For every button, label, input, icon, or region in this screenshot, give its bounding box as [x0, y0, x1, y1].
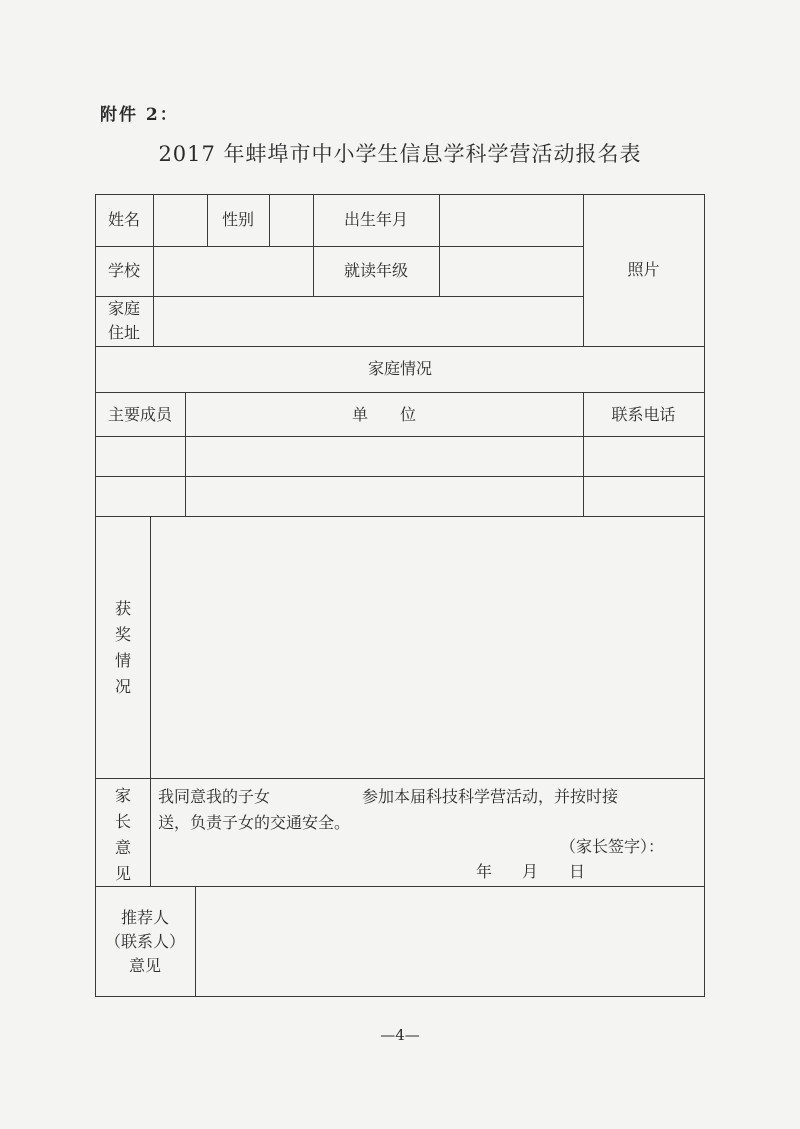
- col-line: [195, 886, 196, 997]
- row-line: [95, 296, 583, 297]
- parent-signature-label: （家长签字）：: [560, 837, 665, 856]
- school-label: 学校: [107, 261, 140, 280]
- consent-line-2: 送，负责子女的交通安全。: [158, 813, 351, 832]
- table-border-right: [704, 194, 705, 997]
- gender-label: 性别: [221, 210, 254, 229]
- grade-label: 就读年级: [343, 261, 408, 280]
- consent-part-1: 我同意我的子女: [158, 787, 271, 806]
- col-line: [269, 194, 270, 247]
- consent-part-2: 参加本届科技科学营活动，并按时接: [362, 787, 619, 806]
- row-line: [95, 346, 705, 347]
- form-title: 2017 年蚌埠市中小学生信息学科学营活动报名表: [158, 142, 642, 166]
- row-line: [95, 886, 705, 887]
- recommender-label-line3: 意见: [128, 956, 161, 975]
- row-line: [95, 392, 705, 393]
- table-border-bottom: [95, 996, 705, 997]
- date-day: 日: [569, 862, 586, 881]
- col-line: [150, 516, 151, 887]
- date-month: 月: [522, 862, 539, 881]
- unit-column-header: 单 位: [351, 405, 416, 424]
- photo-label: 照片: [627, 260, 660, 279]
- col-line: [439, 194, 440, 297]
- family-section-header: 家庭情况: [367, 359, 432, 378]
- birth-date-label: 出生年月: [343, 210, 408, 229]
- attachment-label: 附件 2：: [100, 105, 179, 125]
- page-number: —4—: [380, 1026, 420, 1044]
- name-label: 姓名: [107, 210, 140, 229]
- row-line: [95, 476, 705, 477]
- address-label-line1: 家庭: [107, 299, 140, 318]
- date-year: 年: [476, 862, 493, 881]
- parent-consent-text: [158, 784, 706, 836]
- row-line: [95, 246, 583, 247]
- row-line: [95, 778, 705, 779]
- recommender-label-line1: 推荐人: [120, 908, 169, 927]
- recommender-label-line2: （联系人）: [104, 932, 185, 951]
- consent-line-1: [158, 784, 706, 810]
- row-line: [95, 516, 705, 517]
- phone-column-header: 联系电话: [611, 405, 676, 424]
- awards-label: 获奖情况: [114, 599, 131, 696]
- col-line: [153, 194, 154, 347]
- row-line: [95, 436, 705, 437]
- member-column-header: 主要成员: [107, 405, 172, 424]
- address-label-line2: 住址: [107, 323, 140, 342]
- parent-opinion-label: 家长意见: [114, 786, 131, 883]
- table-border-top: [95, 194, 705, 195]
